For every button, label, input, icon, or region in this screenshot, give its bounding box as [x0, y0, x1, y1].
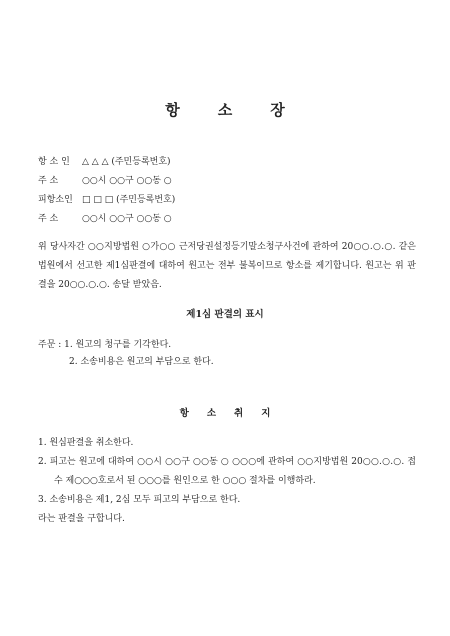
appellant-value: △ △ △ (주민등록번호): [82, 157, 171, 167]
section1-title: 제1심 판결의 표시: [186, 309, 264, 320]
intro-paragraph: 위 당사자간 ○○지방법원 ○가○○ 근저당권설정등기말소청구사건에 관하여 20○○.○.○. 같은 법원에서 선고한 제1심판결에 대하여 원고는 전부 불복이므로 항소를 제기합니다. 원고는 위 판결을 20○○.○.○. 송달 받았음.: [38, 242, 416, 290]
title-char-1: 항: [165, 101, 180, 119]
appeal-item-2: 2. 피고는 원고에 대하여 ○○시 ○○구 ○○동 ○ ○○○에 관하여 ○○지방법원 20○○.○.○. 접수 제○○○호로서 된 ○○○를 원인으로 한 ○○○ 절차를 이행하라.: [38, 457, 416, 486]
appellant-label: 항 소 인: [38, 157, 70, 167]
appeal-closing: 라는 판결을 구합니다.: [38, 514, 125, 524]
appeal-item-1: 1. 원심판결을 취소한다.: [38, 438, 134, 448]
appellee-address-value: ○○시 ○○구 ○○동 ○: [82, 214, 172, 224]
appellant-row: [38, 157, 171, 168]
judgment-order-item-2: 2. 소송비용은 원고의 부담으로 한다.: [69, 357, 214, 367]
appellant-address-value: ○○시 ○○구 ○○동 ○: [82, 176, 172, 186]
title-char-2: 소: [217, 101, 233, 119]
section2-title-char-1: 항: [179, 408, 189, 419]
appellee-address-row: [38, 214, 172, 225]
judgment-order-item-1: 1. 원고의 청구를 기각한다.: [64, 340, 172, 350]
appeal-purpose-list: [38, 434, 416, 529]
section2-title: [0, 408, 450, 419]
appellee-row: [38, 195, 175, 206]
judgment-order-label: 주문 :: [38, 340, 65, 350]
section2-title-char-3: 취: [234, 408, 244, 419]
section2-title-char-4: 지: [261, 408, 271, 419]
appellee-address-label: 주 소: [38, 214, 59, 224]
appellee-value: □ □ □ (주민등록번호): [82, 195, 176, 205]
judgment-order-row: [38, 340, 171, 351]
appellant-address-label: 주 소: [38, 176, 59, 186]
document-title: [0, 101, 450, 119]
appellant-address-row: [38, 176, 172, 187]
section2-title-char-2: 소: [206, 408, 216, 419]
appellee-label: 피항소인: [38, 195, 73, 205]
title-char-3: 장: [270, 101, 285, 119]
appeal-item-3: 3. 소송비용은 제1, 2심 모두 피고의 부담으로 한다.: [38, 495, 241, 505]
